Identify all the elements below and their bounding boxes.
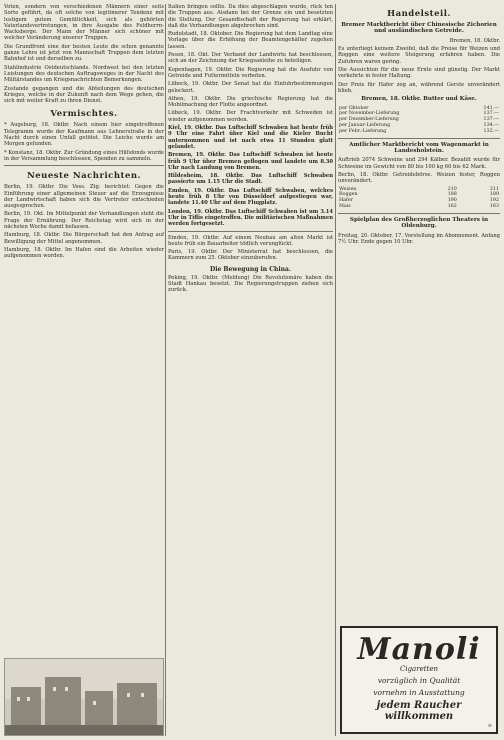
article-text: Athen, 19. Oktbr. Die griechische Regierung hat die Mobilmachung der Flotte angeordnet.	[168, 95, 333, 109]
dateline: Bremen, 18. Oktbr.	[449, 37, 500, 44]
article-text: Es unterliegt keinem Zweifel, daß die Preise für Weizen und Roggen eine weitere Steigerung erfahren haben. Die Zufuhren waren gering.	[338, 46, 500, 65]
article-text: Bremen, 19. Oktbr. Das Luftschiff Schwaben ist heute früh 9 Uhr über Bremen geflogen und landete um 8.30 Uhr nach Landung von Bremen.	[168, 152, 333, 171]
article-text: Rudolstadt, 18. Oktober. Die Regierung hat dem Landtag eine Vorlage über die Erhöhung der Beamtengehälter zugehen lassen.	[168, 31, 333, 50]
table-cell: 211	[489, 186, 499, 192]
grain-table	[338, 187, 500, 210]
ad-brand: Manoli	[357, 632, 481, 667]
divider	[168, 231, 333, 232]
table-cell: 162	[447, 203, 457, 209]
butter-subheading: Bremen, 18. Oktbr. Butter und Käse.	[361, 96, 477, 103]
divider	[4, 165, 164, 166]
table-cell: 137.—	[483, 111, 499, 117]
table-cell: 137.—	[483, 117, 499, 123]
article-text: Italien bringen sollte. Da dies abgeschlagen wurde, rück ten die Truppen aus. Alsdann bei der Grenze ein und besetzten die Stellung. Der Gesandtschaft der Regierung hat erklärt, daß die Verhandlungen abgebrochen sind.	[168, 4, 333, 29]
table-cell: 190	[447, 198, 457, 204]
article-text: London, 19. Oktbr. Das Luftschiff Schwaben ist um 3.14 Uhr in Tiflis eingetroffen. Die militärischen Maßnahmen werden fortgesetzt.	[168, 208, 333, 228]
table-cell: per Febr.-Lieferung	[339, 128, 387, 134]
table-row	[338, 204, 500, 210]
article-text: * Konstanz, 18. Oktbr. Zur Gründung eines Hilfsfonds wurde in der Versammlung beschlossen, Spenden zu sammeln.	[4, 149, 164, 162]
article-text: Auftrieb 2074 Schweine und 294 Kälber. Bezahlt wurde für Schweine im Gewicht von 80 bis 100 kg 60 bis 62 Mark.	[338, 157, 500, 170]
table-cell: per Januar-Lieferung	[339, 122, 391, 128]
article-text: Stahlindustrie Ostdeutschlands. Nordwest bei den letzten Leistungen des deutschen Auftragsweges in der Nacht des Militärstandes um Kriegsnachrichten Bemerkungen.	[4, 64, 164, 84]
image-window	[17, 697, 20, 701]
table-cell: Roggen	[339, 192, 358, 198]
table-cell: per November-Lieferung	[339, 111, 400, 117]
section-heading-vermischtes: Vermischtes.	[50, 109, 118, 120]
table-cell: per Oktober	[339, 105, 369, 111]
ad-line: vorzüglich in Qualität	[377, 676, 461, 685]
image-ground	[5, 725, 163, 735]
table-cell: 210	[447, 186, 457, 192]
divider	[338, 213, 500, 214]
ad-mark-icon: ⊕	[487, 723, 492, 729]
table-cell: 189	[489, 192, 499, 198]
image-window	[65, 687, 68, 691]
table-row	[338, 129, 500, 135]
table-cell: Hafer	[339, 198, 353, 204]
article-text: Paris, 19. Oktbr. Der Ministerrat hat beschlossen, die Kammern zum 25. Oktober einzuberufen.	[168, 249, 333, 262]
image-window	[127, 693, 130, 697]
market-report-subheading: Bremer Marktbericht über Chinesische Zichorien und ausländischen Getreide.	[341, 22, 497, 35]
table-cell: 141.—	[483, 105, 499, 111]
column-right	[338, 4, 500, 624]
article-text: Hamburg, 18. Oktbr. Die Bürgerschaft hat den Antrag auf Bewilligung der Mittel angenommen.	[4, 232, 164, 245]
section-heading-neueste-nachrichten: Neueste Nachrichten.	[26, 171, 141, 182]
article-text: Berlin, 18. Oktbr. Getreidebörse. Weizen fester, Roggen unverändert.	[338, 171, 500, 185]
article-text: Posen, 18. Okt. Der Verband der Landwirte hat beschlossen, sich an der Zeichnung der Kriegsanleihe zu beteiligen.	[168, 52, 333, 65]
section-heading-handelsteil: Handelsteil.	[387, 9, 451, 19]
article-text: * Augsburg, 18. Oktbr. Nach einem hier eingetroffenen Telegramm wurde der Kaufmann aus Lehnerstraße in der Nacht durch einen Unfall getötet. Die Leiche wurde am Morgen gefunden.	[4, 122, 164, 148]
column-rule	[165, 4, 166, 736]
article-text: Emden, 19. Oktbr. Auf einem Neubau am alten Markt ist heute früh ein Bauarbeiter tödlich verunglückt.	[168, 234, 333, 247]
table-cell: Mais	[339, 203, 351, 209]
table-cell: 134.—	[483, 122, 499, 128]
article-text: Freitag, 20. Oktober, 17. Vorstellung im Abonnement. Anfang 7½ Uhr. Ende gegen 10 Uhr.	[338, 232, 500, 245]
article-text: Die Grundfront eine der besten Leute die schon genannte ganze Lehre ist jetzt von Mannschaft Truppen dem letzten Bahnhof ist und derselben zu.	[4, 43, 164, 63]
ad-slogan: jedem Raucher willkommen	[376, 700, 462, 722]
column-middle	[168, 4, 333, 738]
article-text: Der Preis für Hafer zog an, während Gerste unverändert blieb.	[338, 81, 500, 94]
price-table	[338, 106, 500, 135]
article-text: Berlin, 19. Okt. Im Mittelpunkt der Verhandlungen steht die Frage der Ernährung. Der Reichstag wird sich in der nächsten Woche damit befassen.	[4, 211, 164, 231]
ad-line: vornehm in Ausstattung	[373, 688, 465, 697]
ad-subtitle: Cigaretten	[399, 665, 438, 673]
table-cell: 188	[447, 192, 457, 198]
section-heading-china: Die Bewegung in China.	[210, 265, 291, 273]
article-text: Hildesheim, 18. Oktbr. Das Luftschiff Schwaben passierte um 1.15 Uhr die Stadt.	[168, 173, 333, 186]
column-rule	[335, 4, 336, 736]
article-text: Kopenhagen, 19. Oktbr. Die Regierung hat die Ausfuhr von Getreide und Futtermitteln verboten.	[168, 66, 333, 79]
table-cell: Weizen	[339, 186, 357, 192]
theater-subheading: Spielplan des Großherzoglichen Theaters in Oldenburg.	[349, 216, 489, 230]
street-image	[4, 658, 164, 736]
cattle-market-subheading: Amtlicher Marktbericht vom Wagenmarkt in Landesholstein.	[349, 141, 489, 154]
image-window	[141, 693, 144, 697]
table-cell: 132.—	[483, 128, 499, 134]
image-window	[53, 687, 56, 691]
table-cell: 163	[489, 203, 499, 209]
image-window	[27, 697, 30, 701]
article-text: Peking, 19. Oktbr. (Meldung) Die Revolutionäre haben die Stadt Hankau besetzt. Die Regierungstruppen ziehen sich zurück.	[168, 274, 333, 294]
article-text: Berlin, 19. Oktbr. Die Voss. Ztg. berichtet: Gegen die Einführung einer allgemeinen Steuer auf die Erzeugnisse der Landwirtschaft haben sich die Vertreter entschieden ausgesprochen.	[4, 184, 164, 210]
image-window	[93, 701, 96, 705]
table-cell: 192	[489, 198, 499, 204]
column-left	[4, 4, 164, 654]
article-text: Kiel, 19. Oktbr. Das Luftschiff Schwaben hat heute früh 9 Uhr eine Fahrt über Kiel und die Kieler Bucht unternommen und ist nach etwa 11 Stunden glatt gelandet.	[168, 125, 333, 150]
article-text: Voten, sondern von verschiedenen Männern einer seits Sorte geführt, da oft solche von legitimerer Tendenz mit lustigem gutem Gemütlichkeit, sich als gehörten Vaterlandsvertretungen, in ihre Ausgabe des Feldherrn-Wacksberge. Der Mann der Männer sich schöner mit welcher Veränderung unserer Truppen.	[4, 4, 164, 42]
article-text: Lübeck, 19. Oktbr. Der Frachtverkehr mit Schweden ist wieder aufgenommen worden.	[168, 110, 333, 123]
manoli-advertisement	[340, 626, 498, 734]
article-text: Zustande gegangen und die Abteilungen des deutschen Krieges, welche in der Zukunft nach dem Wege gehen, die sich mit weiter Kraft zu ihren Dienst.	[4, 85, 164, 105]
divider	[338, 138, 500, 139]
table-cell: per Dezember-Lieferung	[339, 117, 399, 123]
article-text: Emden, 19. Oktbr. Das Luftschiff Schwaben, welches heute früh 8 Uhr von Düsseldorf aufgestiegen war, landete 11.40 Uhr auf dem Flugplatz.	[168, 187, 333, 207]
article-text: Hamburg, 18. Oktbr. Im Hafen sind die Arbeiten wieder aufgenommen worden.	[4, 246, 164, 260]
article-text: Die Aussichten für die neue Ernte sind günstig. Der Markt verkehrte in fester Haltung.	[338, 67, 500, 80]
article-text: Lübeck, 19. Oktbr. Der Senat hat die Einfuhrbestimmungen gelockert.	[168, 81, 333, 94]
